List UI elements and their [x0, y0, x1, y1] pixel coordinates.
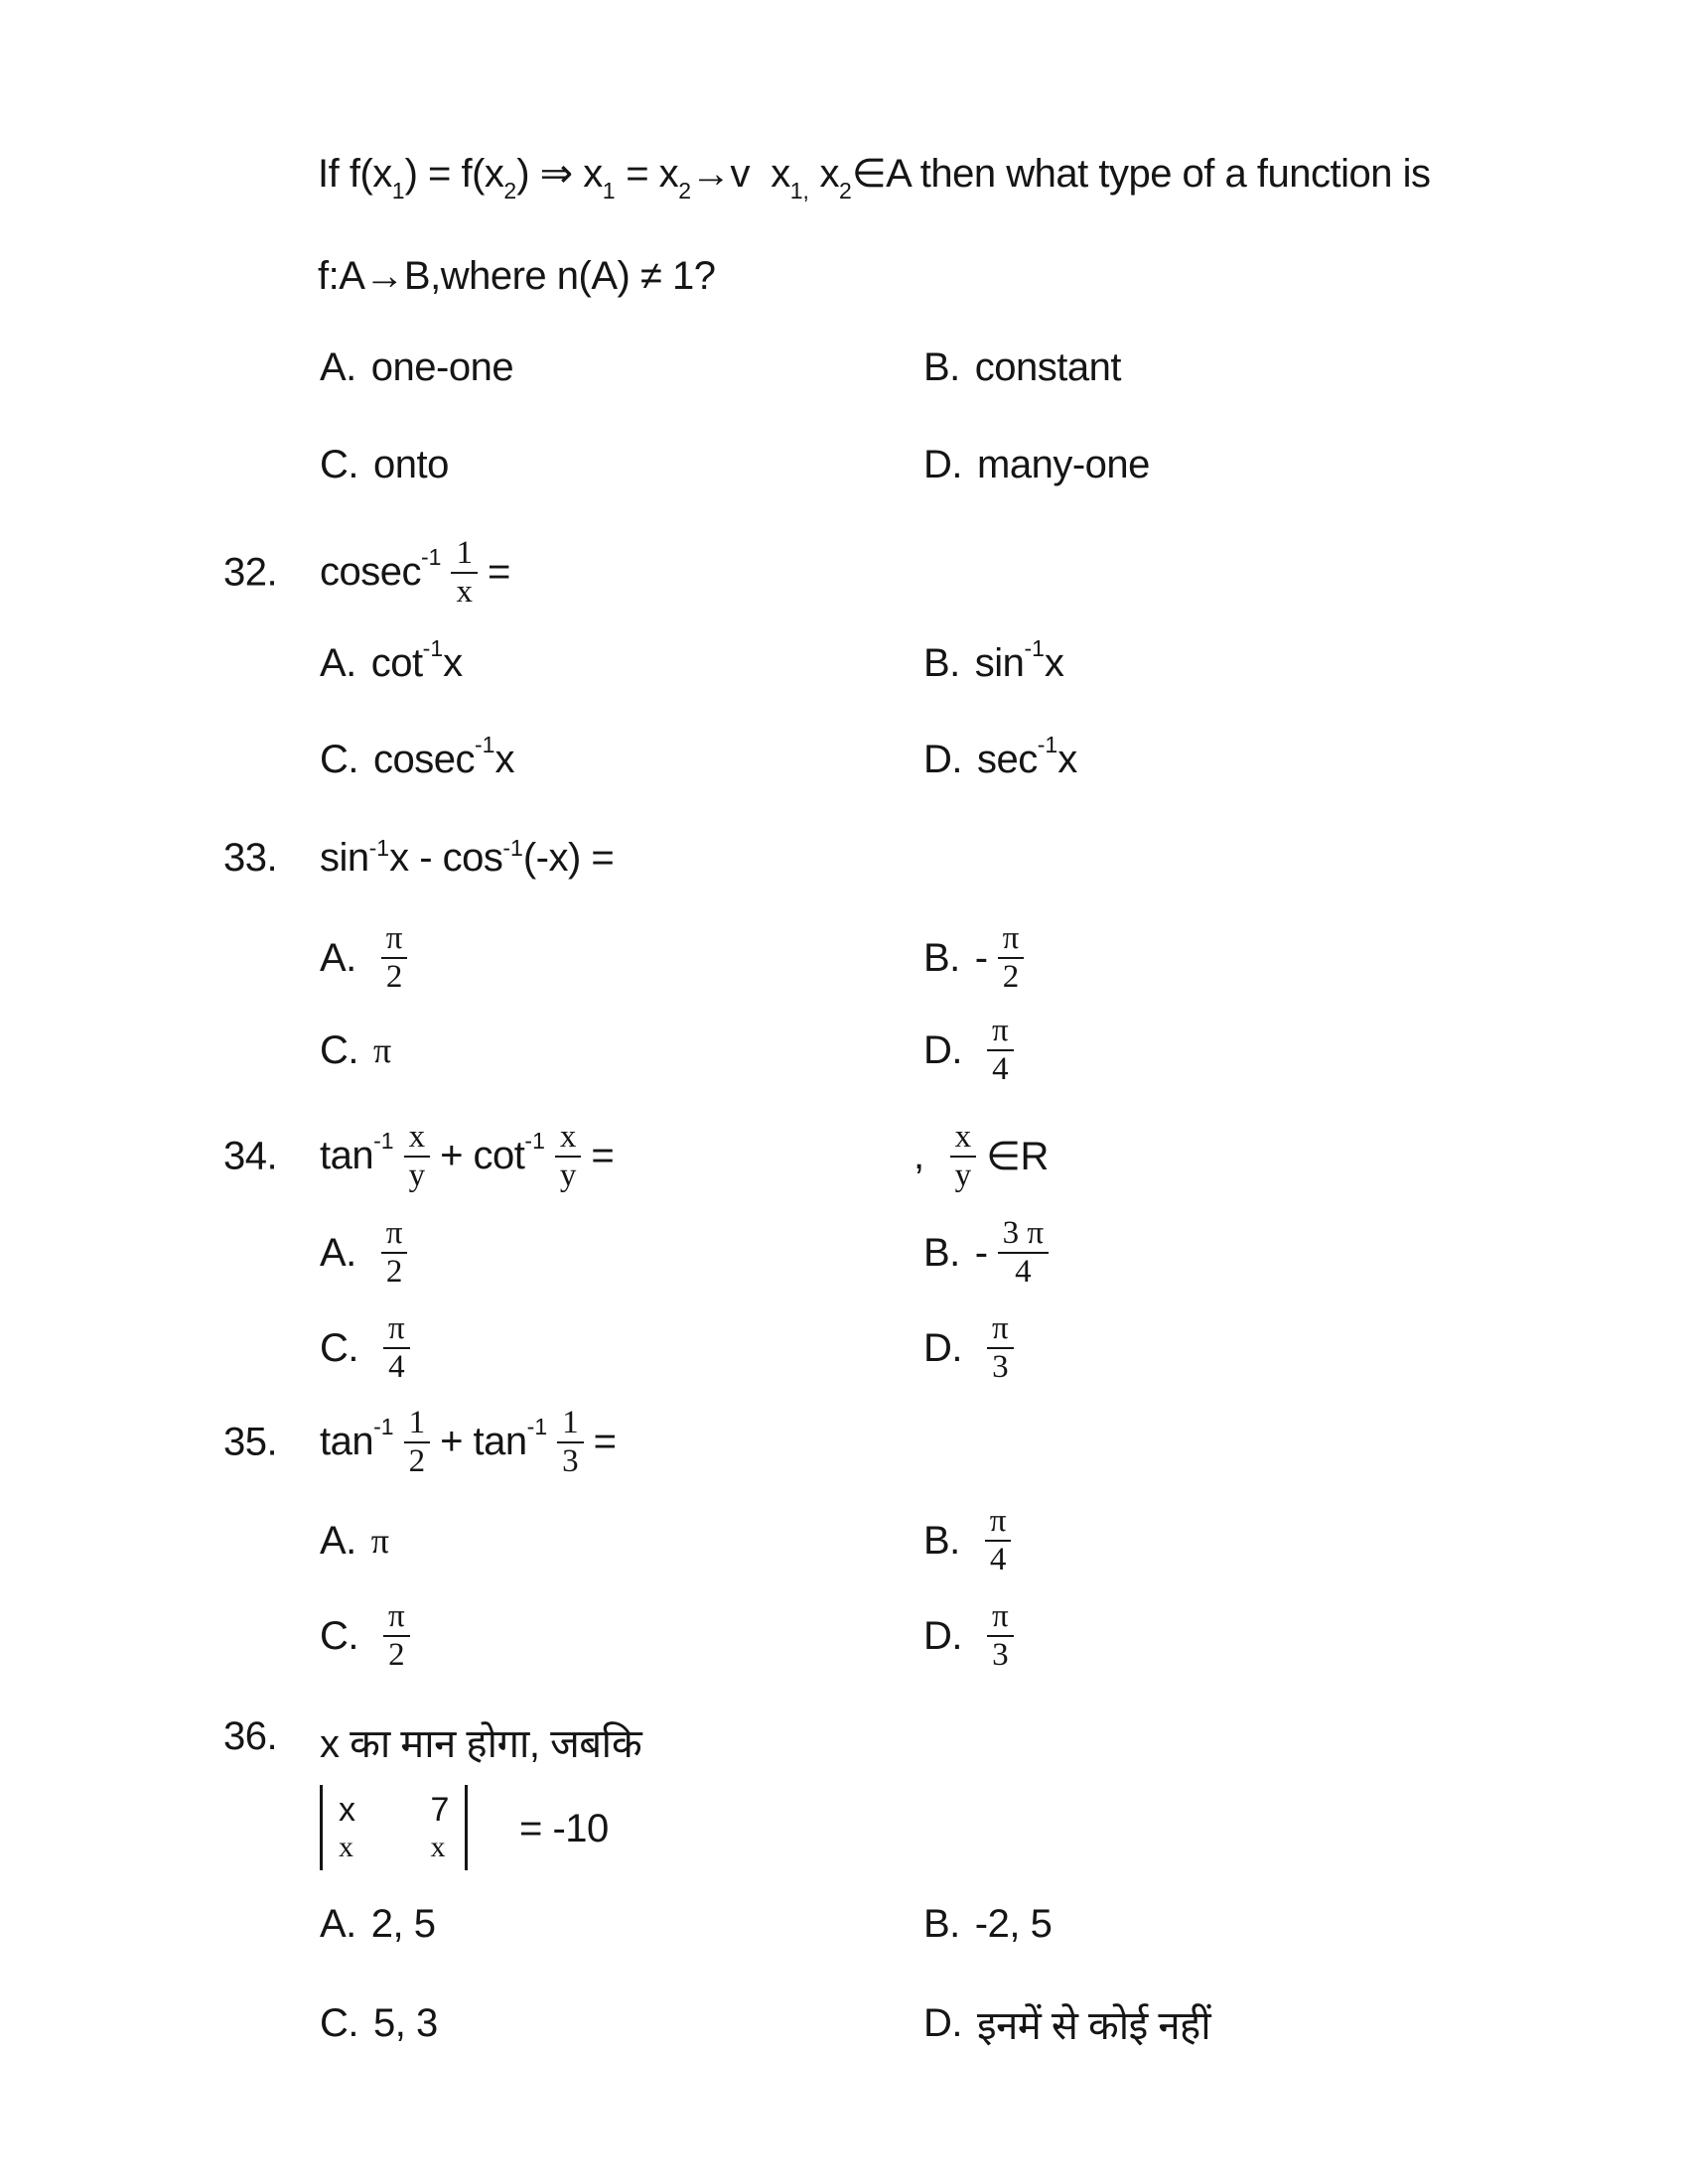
option-c	[320, 1983, 438, 2063]
option-b-label: B.	[923, 1518, 960, 1563]
option-d-label: D.	[923, 1027, 962, 1072]
subscript-1: 1	[391, 178, 405, 204]
option-b	[923, 328, 1121, 407]
question-31-line1	[318, 151, 1431, 204]
q35-options-row-1	[0, 1501, 1688, 1580]
question-33-formula	[320, 836, 614, 881]
option-b-label: B.	[923, 344, 960, 389]
fraction-pi-over-4: $\frac{\pi}{4}$	[985, 1503, 1012, 1578]
func-cosec: cosec	[320, 550, 421, 595]
fraction-pi-over-2: $\frac{\pi}{2}$	[998, 920, 1025, 996]
inverse-superscript: -1	[373, 1128, 394, 1155]
q36-options-row-2	[0, 1983, 1688, 2063]
q36-options-row-1	[0, 1884, 1688, 1964]
fraction-1-over-3: $\frac{1}{3}$	[557, 1405, 584, 1480]
option-a-label: A.	[320, 935, 356, 980]
q34-options-row-1	[0, 1213, 1688, 1293]
option-c	[320, 425, 449, 504]
q31-options-row-2	[0, 425, 1688, 504]
det-r2c2: x	[430, 1831, 445, 1863]
fraction-1-over-2: $\frac{1}{2}$	[404, 1405, 431, 1480]
option-c-label: C.	[320, 1325, 358, 1370]
fraction-x-over-y: $\frac{x}{y}$	[950, 1119, 977, 1194]
question-35	[0, 1403, 1688, 1482]
option-d-label: D.	[923, 737, 962, 781]
fraction-1-over-x: $\frac{1}{x}$	[451, 535, 478, 611]
subscript-2: 2	[839, 178, 852, 204]
fraction-pi-over-2: $\frac{\pi}{2}$	[381, 1215, 408, 1291]
q31-text: x	[572, 152, 603, 196]
option-b-label: B.	[923, 1230, 960, 1275]
arg-x: x	[1044, 640, 1064, 685]
func-sin: sin	[320, 836, 369, 880]
option-a-text: 2, 5	[370, 1901, 436, 1946]
q34-options-row-2	[0, 1308, 1688, 1388]
option-d	[923, 1983, 1210, 2063]
func-sin: sin	[974, 640, 1025, 685]
question-35-number: 35.	[223, 1420, 278, 1464]
q31-text: x	[749, 152, 790, 196]
option-a	[320, 1501, 389, 1580]
option-c-label: C.	[320, 1027, 358, 1072]
pi-symbol: π	[373, 1030, 392, 1070]
option-b-label: B.	[923, 1901, 960, 1946]
plus-sign: +	[440, 1134, 474, 1178]
option-d-label: D.	[923, 442, 962, 486]
q31-text: If f(x	[318, 152, 392, 196]
option-b-text: -2, 5	[974, 1901, 1053, 1946]
fraction-pi-over-4: $\frac{\pi}{4}$	[383, 1310, 410, 1386]
question-32-formula	[320, 535, 510, 611]
option-c-text: onto	[373, 442, 449, 486]
determinant	[320, 1785, 468, 1870]
fraction-x-over-y: $\frac{x}{y}$	[555, 1119, 582, 1194]
option-d-label: D.	[923, 1325, 962, 1370]
question-36-heading: x का मान होगा, जबकि	[320, 1722, 642, 1766]
option-a-label: A.	[320, 1518, 356, 1563]
func-tan: tan	[320, 1134, 374, 1178]
equals-sign: =	[487, 550, 510, 595]
func-tan: tan	[320, 1420, 374, 1464]
func-sec: sec	[977, 737, 1038, 781]
arg-x: x	[1057, 737, 1077, 781]
comma: ,	[914, 1134, 924, 1178]
option-d-label: D.	[923, 1613, 962, 1658]
option-b-label: B.	[923, 935, 960, 980]
question-34-number: 34.	[223, 1134, 278, 1178]
q33-text: x - cos	[389, 836, 503, 880]
option-a	[320, 623, 463, 703]
subscript-2: 2	[678, 178, 691, 204]
fraction-pi-over-4: $\frac{\pi}{4}$	[987, 1013, 1014, 1088]
inverse-superscript: -1	[1037, 731, 1058, 757]
q31-text: )	[516, 152, 540, 196]
option-c	[320, 1011, 391, 1090]
option-d	[923, 1596, 1024, 1676]
option-a	[320, 918, 417, 998]
q32-options-row-2	[0, 720, 1688, 799]
fraction-pi-over-2: $\frac{\pi}{2}$	[381, 920, 408, 996]
question-36-number: 36.	[223, 1714, 278, 1758]
minus-sign: -	[974, 935, 988, 980]
option-d-label: D.	[923, 2000, 962, 2045]
q31-text: = x	[615, 152, 679, 196]
implies-symbol: ⇒	[539, 152, 573, 196]
question-35-formula	[320, 1405, 616, 1480]
option-d	[923, 425, 1150, 504]
option-a	[320, 1884, 436, 1964]
forall-symbol: →v	[690, 152, 750, 196]
option-c	[320, 720, 514, 799]
plus-sign: +	[440, 1420, 474, 1464]
equals-sign: =	[591, 1134, 615, 1178]
q31-options-row-1	[0, 328, 1688, 407]
q33-text: (-x) =	[522, 836, 615, 880]
option-d-text: इनमें से कोई नहीं	[977, 2003, 1211, 2048]
q32-options-row-1	[0, 623, 1688, 703]
option-a-label: A.	[320, 1230, 356, 1275]
option-a	[320, 1213, 417, 1293]
fraction-3pi-over-4: $\frac{3 \pi}{4}$	[998, 1215, 1049, 1291]
fraction-x-over-y: $\frac{x}{y}$	[404, 1119, 431, 1194]
determinant-equals: = -10	[519, 1807, 609, 1850]
inverse-superscript: -1	[502, 835, 523, 861]
q33-options-row-1	[0, 918, 1688, 998]
minus-sign: -	[974, 1230, 988, 1275]
inverse-superscript: -1	[422, 634, 444, 661]
question-33-number: 33.	[223, 836, 278, 880]
det-r1c1: x	[339, 1791, 355, 1829]
inverse-superscript: -1	[526, 1414, 548, 1440]
inverse-superscript: -1	[421, 544, 442, 571]
inverse-superscript: -1	[475, 731, 495, 757]
equals-sign: =	[593, 1420, 617, 1464]
option-a-text: one-one	[370, 344, 514, 389]
q31-text: x	[808, 152, 840, 196]
option-d-text: many-one	[977, 442, 1150, 486]
option-b	[923, 623, 1063, 703]
fraction-pi-over-3: $\frac{\pi}{3}$	[987, 1598, 1014, 1674]
inverse-superscript: -1	[368, 835, 390, 861]
inverse-superscript: -1	[524, 1128, 545, 1155]
question-34	[0, 1117, 1688, 1196]
arg-x: x	[494, 737, 514, 781]
func-cosec: cosec	[373, 737, 475, 781]
arg-x: x	[443, 640, 463, 685]
det-r1c2: 7	[430, 1791, 449, 1829]
inverse-superscript: -1	[373, 1414, 394, 1440]
option-c	[320, 1596, 420, 1676]
option-b	[923, 1501, 1021, 1580]
inverse-superscript: -1	[1024, 634, 1045, 661]
question-31-line2: f:A→B,where n(A) ≠ 1?	[318, 254, 716, 298]
option-d	[923, 720, 1077, 799]
option-c-label: C.	[320, 737, 358, 781]
option-a-label: A.	[320, 344, 356, 389]
element-of-R: ∈R	[986, 1135, 1049, 1178]
option-b	[923, 1213, 1058, 1293]
fraction-pi-over-2: $\frac{\pi}{2}$	[383, 1598, 410, 1674]
q31-text: ) = f(x	[404, 152, 504, 196]
question-32-number: 32.	[223, 550, 278, 595]
option-b-text: constant	[974, 344, 1122, 389]
q35-options-row-2	[0, 1596, 1688, 1676]
q31-text: ∈A then what type of a function is	[851, 152, 1431, 196]
determinant-matrix	[339, 1793, 449, 1862]
option-a-label: A.	[320, 1901, 356, 1946]
func-cot: cot	[370, 640, 423, 685]
subscript-1: 1	[602, 178, 616, 204]
subscript-2: 2	[503, 178, 517, 204]
q33-options-row-2	[0, 1011, 1688, 1090]
func-cot: cot	[473, 1134, 525, 1178]
option-c-label: C.	[320, 2000, 358, 2045]
func-tan: tan	[473, 1420, 527, 1464]
option-c	[320, 1308, 420, 1388]
option-c-text: 5, 3	[373, 2000, 438, 2045]
question-34-formula	[320, 1119, 614, 1194]
determinant-bars	[320, 1785, 468, 1870]
pi-symbol: π	[370, 1521, 389, 1561]
question-32	[0, 528, 1688, 617]
option-d	[923, 1308, 1024, 1388]
subscript-1-comma: 1,	[789, 178, 809, 204]
option-c-label: C.	[320, 1613, 358, 1658]
option-b	[923, 918, 1034, 998]
option-c-label: C.	[320, 442, 358, 486]
option-b-label: B.	[923, 640, 960, 685]
question-34-condition	[914, 1119, 1049, 1194]
option-a	[320, 328, 513, 407]
option-b	[923, 1884, 1052, 1964]
det-r2c1: x	[339, 1831, 353, 1863]
option-d	[923, 1011, 1024, 1090]
option-a-label: A.	[320, 640, 356, 685]
fraction-pi-over-3: $\frac{\pi}{3}$	[987, 1310, 1014, 1386]
